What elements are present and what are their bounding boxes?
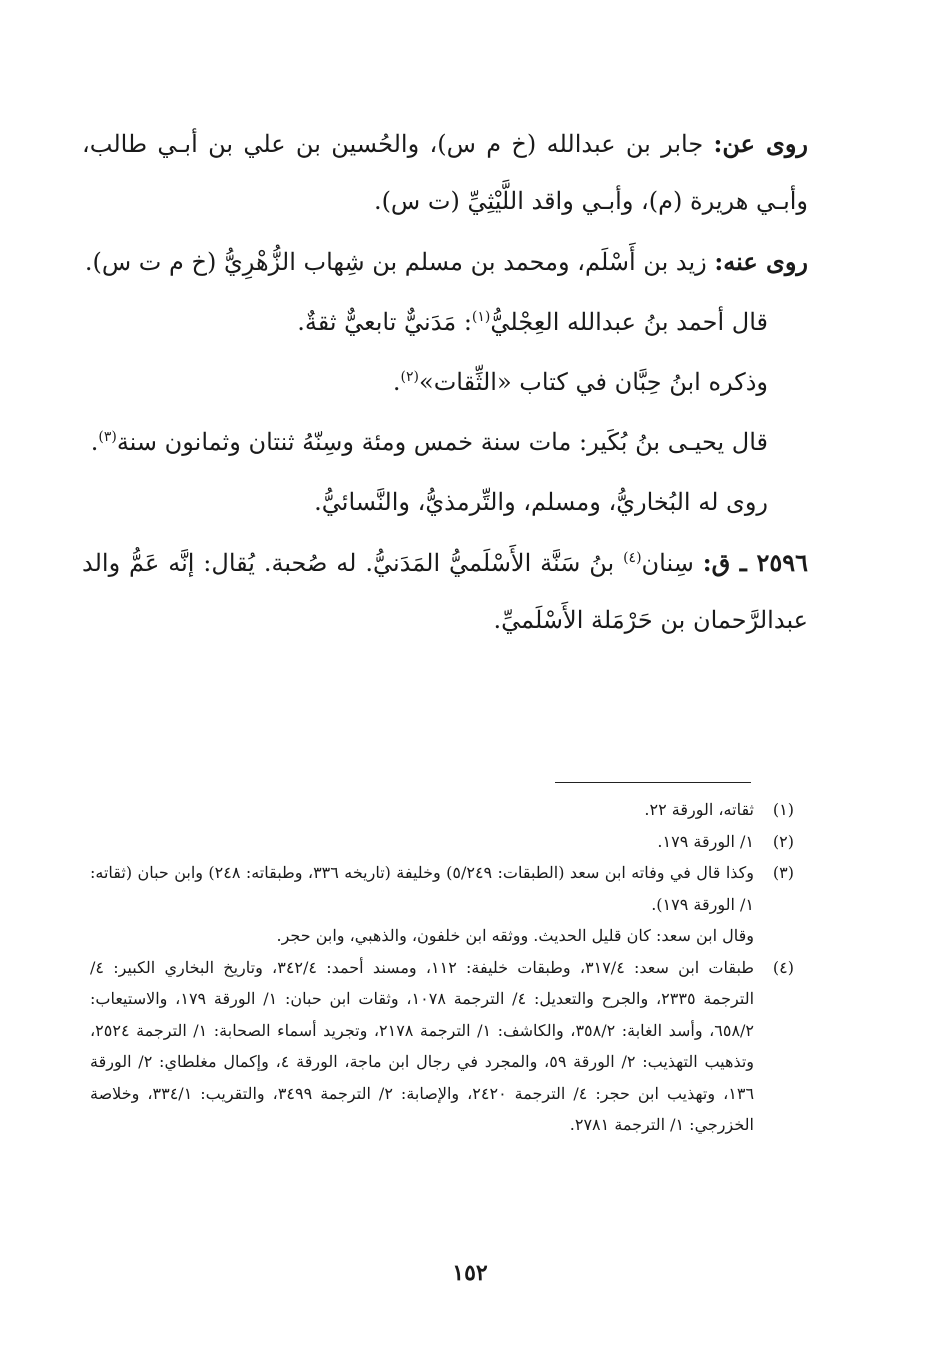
footnote-ref-2[interactable]: (٢) xyxy=(400,369,420,385)
paragraph-yahya xyxy=(82,414,808,471)
paragraph-entry-2596 xyxy=(82,534,808,649)
footnote-1 xyxy=(90,794,794,826)
footnote-text: وقال ابن سعد: كان قليل الحديث. ووثقه ابن خلفون، والذهبي، وابن حجر. xyxy=(276,926,754,945)
paragraph-narrated-from xyxy=(82,115,808,230)
footnote-number: (٤) xyxy=(772,957,794,977)
footnote-4 xyxy=(90,952,794,1141)
footnote-text: وكذا قال في وفاته ابن سعد (الطبقات: ٥/٢٤٩) وخليفة (تاريخه ٣٣٦، وطبقاته: ٢٤٨) وابن حبان (ثقاته: ١/ الورقة ١٧٩). xyxy=(90,863,755,914)
footnote-ref-3[interactable]: (٣) xyxy=(98,429,117,445)
paragraph-ibn-hibban xyxy=(82,354,808,411)
label-narrated-by: روى عنه: xyxy=(714,247,808,276)
footnote-text: ١/ الورقة ١٧٩. xyxy=(657,831,754,851)
entry-number-label: ٢٥٩٦ ـ ق: xyxy=(702,548,808,577)
paragraph-narrated-for-him xyxy=(82,474,808,531)
paragraph-narrated-by xyxy=(82,233,808,291)
footnote-3-continued xyxy=(90,920,794,952)
text-ijli: قال أحمد بنُ عبدالله العِجْليُّ xyxy=(490,308,768,336)
footnote-number: (٢) xyxy=(772,831,794,851)
text-yahya-tail: . xyxy=(90,428,99,456)
label-narrated-from: روى عن: xyxy=(713,129,808,158)
footnote-divider xyxy=(555,782,751,783)
text-entry-name: سِنان xyxy=(641,549,703,577)
paragraph-ijli xyxy=(82,294,808,351)
text-entry-tail: بنُ سَنَّة الأَسْلَميُّ المَدَنيُّ. له صُحبة. يُقال: إنَّه عَمُّ والد عبدالرَّحمان بن حَرْمَلة الأَسْلَميِّ. xyxy=(82,549,808,634)
page-number: ١٥٢ xyxy=(452,1260,488,1286)
text-narrated-by: زيد بن أَسْلَم، ومحمد بن مسلم بن شِهاب الزُّهْرِيُّ (خ م ت س). xyxy=(84,248,715,276)
footnote-number: (٣) xyxy=(772,863,794,882)
text-narrated-from: جابر بن عبدالله (خ م س)، والحُسين بن علي بن أبـي طالب، وأبـي هريرة (م)، وأبـي واقد اللَّيْثِيِّ (ت س). xyxy=(82,130,808,215)
text-ibn-hibban: وذكره ابنُ حِبَّان في كتاب «الثِّقات» xyxy=(419,368,768,396)
footnote-ref-4[interactable]: (٤) xyxy=(623,550,642,566)
main-text xyxy=(82,115,808,652)
text-ibn-hibban-tail: . xyxy=(392,368,401,396)
footnote-ref-1[interactable]: (١) xyxy=(471,309,491,325)
footnote-number: (١) xyxy=(772,800,794,819)
text-narrated-for-him: روى له البُخاريُّ، ومسلم، والتِّرمذيُّ، والنَّسائيُّ. xyxy=(314,488,768,516)
footnotes xyxy=(90,794,794,1141)
text-yahya: قال يحيـى بنُ بُكَير: مات سنة خمس ومئة وسِنّهُ ثنتان وثمانون سنة xyxy=(116,428,768,456)
footnote-2 xyxy=(90,826,794,858)
text-ijli-tail: : مَدَنيٌّ تابعيٌّ ثقةٌ. xyxy=(297,308,472,336)
footnote-text: ثقاته، الورقة ٢٢. xyxy=(644,800,754,819)
footnote-3 xyxy=(90,857,794,920)
footnote-text: طبقات ابن سعد: ٣١٧/٤، وطبقات خليفة: ١١٢، ومسند أحمد: ٣٤٢/٤، وتاريخ البخاري الكبير: ٤/ الترجمة ٢٣٣٥، والجرح والتعديل: ٤/ الترجمة ١٠٧٨، وثقات ابن حبان: ١/ الورقة ١٧٩، والاستيعاب: ٦٥٨/٢، وأسد الغابة: ٣٥٨/٢، والكاشف: ١/ الترجمة ٢١٧٨، وتجريد أسماء الصحابة: ١/ الترجمة ٢٥٢٤، وتذهيب التهذيب: ٢/ الورقة ٥٩، والمجرد في رجال ابن ماجة، الورقة ٤، وإكمال مغلطاي: ٢/ الورقة ١٣٦، وتهذيب ابن حجر: ٤/ الترجمة ٢٤٢٠، والإصابة: ٢/ الترجمة ٣٤٩٩، والتقريب: ٣٣٤/١، وخلاصة الخزرجي: ١/ الترجمة ٢٧٨١. xyxy=(90,957,755,1134)
